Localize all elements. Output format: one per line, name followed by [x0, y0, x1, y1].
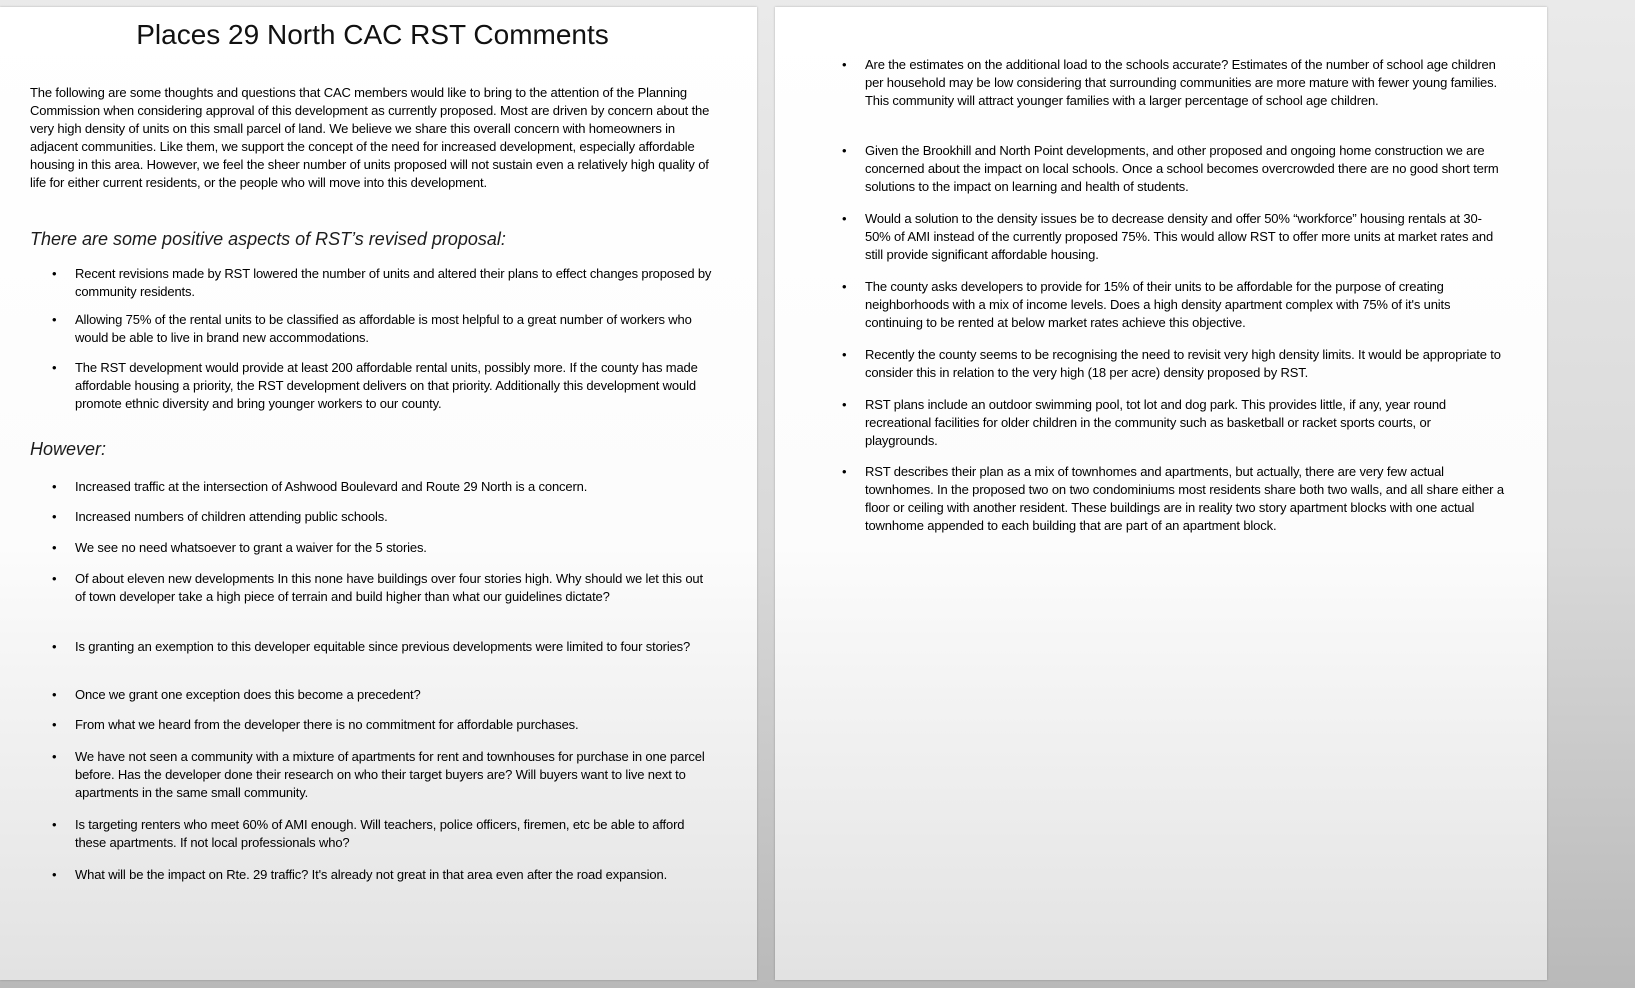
list-item-text: Increased traffic at the intersection of Ashwood Boulevard and Route 29 North is a concern.	[75, 479, 588, 494]
list-item	[842, 142, 1505, 196]
positive-aspects-heading: There are some positive aspects of RST’s revised proposal:	[30, 229, 506, 249]
list-item-text: What will be the impact on Rte. 29 traffic? It's already not great in that area even after the road expansion.	[75, 867, 668, 882]
list-item-text: We have not seen a community with a mixture of apartments for rent and townhouses for purchase in one parcel before. Has the developer done their research on who their target buyers are? Will buyers want to live next to apartments in the same small community.	[75, 749, 705, 800]
bullet-icon: •	[52, 749, 57, 764]
bullet-icon: •	[842, 397, 847, 412]
list-item-text: RST plans include an outdoor swimming pool, tot lot and dog park. This provides little, if any, year round recreational facilities for older children in the community such as basketball or racket sports courts, or playgrounds.	[865, 397, 1446, 448]
list-item-text: Recently the county seems to be recognising the need to revisit very high density limits. It would be appropriate to consider this in relation to the very high (18 per acre) density proposed by RST.	[865, 347, 1501, 380]
bullet-icon: •	[52, 639, 57, 654]
list-item	[842, 463, 1505, 535]
bullet-icon: •	[842, 211, 847, 226]
list-item-text: Are the estimates on the additional load to the schools accurate? Estimates of the number of school age children per household may be low considering that surrounding communities are more mature with fewer young families. This community will attract younger families with a larger percentage of school age children.	[865, 57, 1497, 108]
bullet-icon: •	[842, 57, 847, 72]
list-item	[842, 278, 1505, 332]
list-item-text: From what we heard from the developer there is no commitment for affordable purchases.	[75, 717, 579, 732]
bullet-icon: •	[842, 143, 847, 158]
list-item	[52, 686, 715, 704]
list-item	[52, 539, 715, 557]
list-item-text: The county asks developers to provide for 15% of their units to be affordable for the purpose of creating neighborhoods with a mix of income levels. Does a high density apartment complex with 75% of it's units continuing to be rented at below market rates achieve this objective.	[865, 279, 1451, 330]
list-item	[52, 716, 715, 734]
bullet-icon: •	[52, 266, 57, 281]
bullet-icon: •	[52, 540, 57, 555]
list-item-text: Is granting an exemption to this developer equitable since previous developments were limited to four stories?	[75, 639, 691, 654]
bullet-icon: •	[52, 509, 57, 524]
list-item	[52, 866, 715, 884]
list-item	[52, 478, 715, 496]
list-item	[52, 311, 715, 347]
list-item-text: Would a solution to the density issues be to decrease density and offer 50% “workforce” housing rentals at 30-50% of AMI instead of the currently proposed 75%. This would allow RST to offer more units at market rates and still provide significant affordable housing.	[865, 211, 1494, 262]
list-item-text: Recent revisions made by RST lowered the number of units and altered their plans to effect changes proposed by community residents.	[75, 266, 712, 299]
list-item-text: RST describes their plan as a mix of townhomes and apartments, but actually, there are very few actual townhomes. In the proposed two on two condominiums most residents share both two walls, and all share either a floor or ceiling with another resident. These buildings are in reality two story apartment blocks with one actual townhome appended to each building that are part of an apartment block.	[865, 464, 1504, 533]
list-item-text: Increased numbers of children attending public schools.	[75, 509, 388, 524]
list-item	[842, 396, 1505, 450]
list-item	[842, 346, 1505, 382]
bullet-icon: •	[52, 687, 57, 702]
list-item-text: Once we grant one exception does this become a precedent?	[75, 687, 421, 702]
list-item-text: The RST development would provide at least 200 affordable rental units, possibly more. If the county has made affordable housing a priority, the RST development delivers on that priority. Additionally this development would promote ethnic diversity and bring younger workers to our county.	[75, 360, 698, 411]
list-item	[52, 748, 715, 802]
however-heading: However:	[30, 439, 107, 459]
bullet-icon: •	[52, 717, 57, 732]
list-item	[52, 265, 715, 301]
bullet-icon: •	[52, 867, 57, 882]
list-item-text: We see no need whatsoever to grant a waiver for the 5 stories.	[75, 540, 427, 555]
list-item	[52, 359, 715, 413]
list-item-text: Given the Brookhill and North Point developments, and other proposed and ongoing home construction we are concerned about the impact on local schools. Once a school becomes overcrowded there are no good short term solutions to the impact on learning and health of students.	[865, 143, 1499, 194]
list-item	[842, 210, 1505, 264]
list-item	[52, 638, 715, 656]
bullet-icon: •	[52, 571, 57, 586]
list-item	[52, 570, 715, 606]
list-item	[52, 508, 715, 526]
list-item-text: Is targeting renters who meet 60% of AMI enough. Will teachers, police officers, firemen, etc be able to afford these apartments. If not local professionals who?	[75, 817, 685, 850]
list-item-text: Allowing 75% of the rental units to be classified as affordable is most helpful to a great number of workers who would be able to live in brand new accommodations.	[75, 312, 692, 345]
list-item	[842, 56, 1505, 110]
bullet-icon: •	[52, 360, 57, 375]
bullet-icon: •	[842, 464, 847, 479]
document-title: Places 29 North CAC RST Comments	[136, 19, 609, 50]
bullet-icon: •	[842, 279, 847, 294]
bullet-icon: •	[52, 479, 57, 494]
intro-paragraph: The following are some thoughts and questions that CAC members would like to bring to the attention of the Planning Commission when considering approval of this development as currently proposed. Most are driven by concern about the very high density of units on this small parcel of land. We believe we share this overall concern with homeowners in adjacent communities. Like them, we support the concept of the need for increased development, especially affordable housing in this area. However, we feel the sheer number of units proposed will not sustain even a relatively high quality of life for either current residents, or the people who will move into this development.	[30, 85, 710, 190]
bullet-icon: •	[52, 312, 57, 327]
bullet-icon: •	[52, 817, 57, 832]
list-item-text: Of about eleven new developments In this none have buildings over four stories high. Why should we let this out of town developer take a high piece of terrain and build higher than what our guidelines dictate?	[75, 571, 703, 604]
list-item	[52, 816, 715, 852]
bullet-icon: •	[842, 347, 847, 362]
